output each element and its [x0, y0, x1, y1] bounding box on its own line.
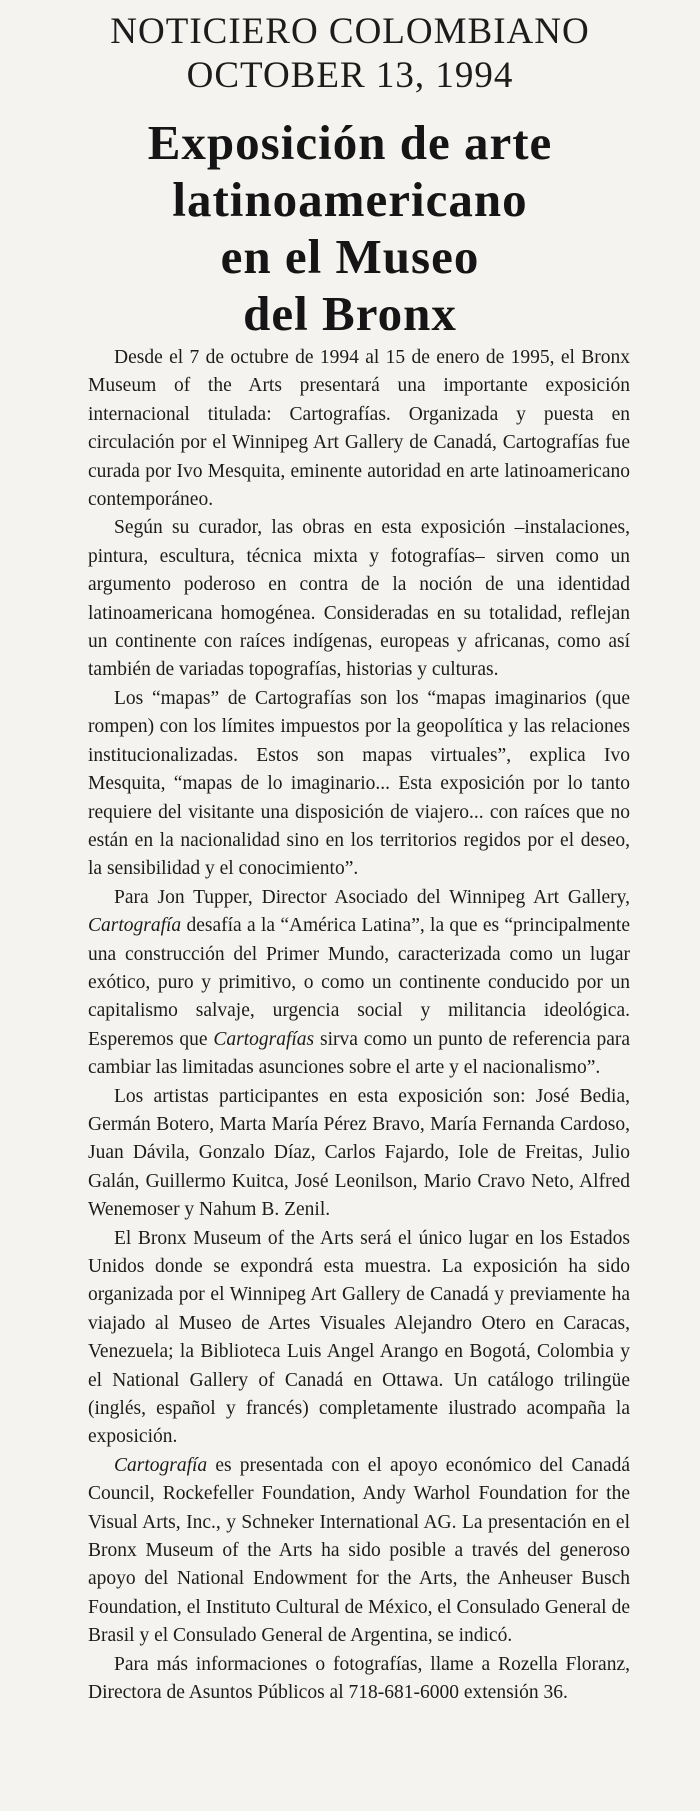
masthead [0, 10, 700, 98]
article-headline [0, 114, 700, 342]
paragraph-4 [88, 884, 630, 1083]
publication-name: NOTICIERO COLOMBIANO [110, 11, 590, 52]
headline-line-2: latinoamericano [172, 172, 528, 227]
paragraph-6: El Bronx Museum of the Arts será el único lugar en los Estados Unidos donde se expondrá esta muestra. La exposición ha sido organizada por el Winnipeg Art Gallery de Canadá y previamente ha viajado al Museo de Artes Visuales Alejandro Otero en Caracas, Venezuela; la Biblioteca Luis Angel Arango en Bogotá, Colombia y el National Gallery of Canadá en Ottawa. Un catálogo trilingüe (inglés, español y francés) completamente ilustrado acompaña la exposición. [88, 1227, 630, 1448]
paragraph-4-part-a: Para Jon Tupper, Director Asociado del Winnipeg Art Gallery, [114, 886, 630, 908]
paragraph-2: Según su curador, las obras en esta exposición –instalaciones, pintura, escultura, técnica mixta y fotografías– sirven como un argumento poderoso en contra de la noción de una identidad latinoamericana homogénea. Consideradas en su totalidad, reflejan un continente con raíces indígenas, europeas y africanas, como así también de variadas topografías, historias y culturas. [88, 517, 630, 681]
headline-line-1: Exposición de arte [147, 115, 553, 170]
paragraph-1: Desde el 7 de octubre de 1994 al 15 de enero de 1995, el Bronx Museum of the Arts presentará una importante exposición internacional titulada: Cartografías. Organizada y puesta en circulación por el Winnipeg Art Gallery de Canadá, Cartografías fue curada por Ivo Mesquita, eminente autoridad en arte latinoamericano contemporáneo. [88, 347, 630, 511]
paragraph-7-rest: es presentada con el apoyo económico del Canadá Council, Rockefeller Foundation, Andy Warhol Foundation for the Visual Arts, Inc., y Schneker International AG. La presentación en el Bronx Museum of the Arts ha sido posible a través del generoso apoyo del National Endowment for the Arts, the Anheuser Busch Foundation, el Instituto Cultural de México, el Consulado General de Brasil y el Consulado General de Argentina, se indicó. [88, 1454, 630, 1647]
paragraph-8: Para más informaciones o fotografías, llame a Rozella Floranz, Directora de Asuntos Públicos al 718-681-6000 extensión 36. [88, 1653, 630, 1704]
headline-line-3: en el Museo [220, 229, 480, 284]
page-bottom-margin [0, 1783, 700, 1811]
paragraph-5: Los artistas participantes en esta exposición son: José Bedia, Germán Botero, Marta María Pérez Bravo, María Fernanda Cardoso, Juan Dávila, Gonzalo Díaz, Carlos Fajardo, Iole de Freitas, Julio Galán, Guillermo Kuitca, José Leonilson, Mario Cravo Neto, Alfred Wenemoser y Nahum B. Zenil. [88, 1085, 630, 1221]
paragraph-4-title-1: Cartografía [88, 915, 182, 937]
article-body [88, 344, 630, 1784]
paragraph-4-part-b: desafía a la “América Latina”, la que es “principalmente una construcción del Primer Mundo, caracterizada como un lugar exótico, puro y primitivo, o como un continente conducido por un capitalismo salvaje, urgencia social y militancia ideológica. Esperemos que [88, 915, 630, 1050]
paragraph-4-title-2: Cartografías [213, 1028, 315, 1050]
paragraph-7 [88, 1452, 630, 1651]
publication-date: OCTOBER 13, 1994 [186, 55, 514, 96]
paragraph-4-part-c: sirva como un punto de referencia para cambiar las limitadas asunciones sobre el arte y el nacionalismo”. [88, 1028, 630, 1079]
paragraph-3: Los “mapas” de Cartografías son los “mapas imaginarios (que rompen) con los límites impuestos por la geopolítica y las relaciones institucionalizadas. Estos son mapas virtuales”, explica Ivo Mesquita, “mapas de lo imaginario... Esta exposición por lo tanto requiere del visitante una disposición de viajero... con raíces que no están en la nacionalidad sino en los territorios regidos por el deseo, la sensibilidad y el conocimiento”. [88, 687, 630, 880]
paragraph-7-title: Cartografía [114, 1454, 208, 1476]
headline-line-4: del Bronx [243, 286, 457, 341]
